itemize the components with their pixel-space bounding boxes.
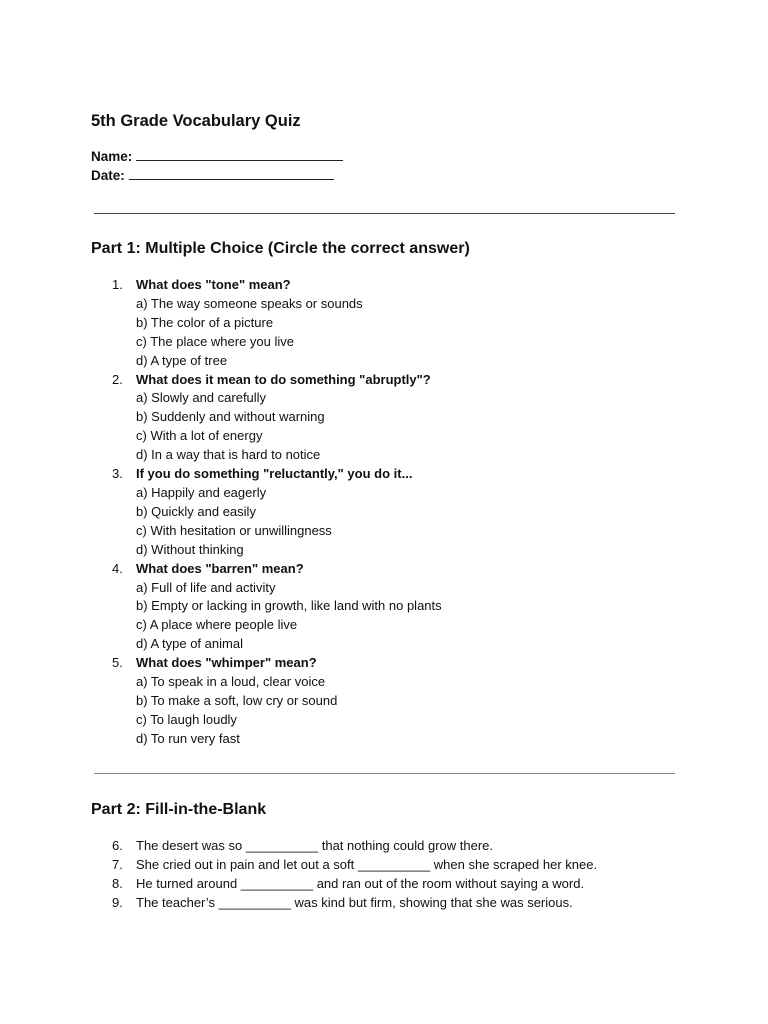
multiple-choice-list	[91, 276, 442, 749]
question-stem: What does "whimper" mean?	[136, 655, 317, 671]
name-field	[91, 149, 343, 164]
divider-middle	[94, 773, 675, 774]
item-sentence: She cried out in pain and let out a soft __________ when she scraped her knee.	[136, 856, 598, 872]
part1-heading: Part 1: Multiple Choice (Circle the correct answer)	[91, 240, 470, 257]
question-stem: If you do something "reluctantly," you do it...	[136, 466, 413, 482]
question-number: 4.	[112, 560, 123, 576]
date-blank-line	[129, 168, 334, 180]
fill-in-item	[91, 875, 597, 894]
item-sentence: The desert was so __________ that nothing could grow there.	[136, 838, 494, 853]
divider-top	[94, 213, 675, 214]
question-item	[91, 560, 442, 655]
answer-option: c) The place where you live	[136, 333, 295, 349]
answer-option: c) A place where people live	[136, 617, 298, 633]
answer-option: a) Happily and eagerly	[136, 484, 267, 500]
answer-option: b) Empty or lacking in growth, like land with no plants	[136, 598, 442, 614]
item-number: 6.	[112, 838, 123, 853]
date-field	[91, 168, 334, 183]
answer-option: d) A type of tree	[136, 352, 228, 368]
question-stem: What does "tone" mean?	[136, 277, 291, 292]
name-label: Name:	[91, 149, 133, 164]
answer-option: a) Slowly and carefully	[136, 390, 267, 406]
answer-option: d) Without thinking	[136, 541, 244, 557]
fill-in-item	[91, 894, 597, 913]
question-item	[91, 276, 442, 371]
fill-in-item	[91, 856, 597, 875]
question-number: 5.	[112, 655, 123, 671]
name-blank-line	[136, 149, 343, 161]
question-number: 1.	[112, 277, 123, 292]
date-label: Date:	[91, 168, 125, 183]
answer-option: a) Full of life and activity	[136, 579, 276, 595]
answer-option: b) Quickly and easily	[136, 503, 256, 519]
fill-in-blank-list	[91, 837, 597, 913]
answer-option: d) To run very fast	[136, 730, 240, 746]
fill-in-item	[91, 837, 597, 856]
question-stem: What does it mean to do something "abruptly"?	[136, 371, 431, 387]
answer-option: b) The color of a picture	[136, 314, 274, 330]
answer-option: c) With a lot of energy	[136, 428, 263, 444]
answer-option: d) A type of animal	[136, 636, 243, 652]
question-number: 2.	[112, 371, 123, 387]
answer-option: d) In a way that is hard to notice	[136, 447, 321, 463]
answer-option: a) To speak in a loud, clear voice	[136, 674, 326, 690]
question-number: 3.	[112, 466, 123, 482]
item-number: 7.	[112, 856, 123, 872]
answer-option: c) With hesitation or unwillingness	[136, 522, 332, 538]
answer-option: b) Suddenly and without warning	[136, 409, 325, 425]
question-stem: What does "barren" mean?	[136, 560, 304, 576]
item-sentence: He turned around __________ and ran out of the room without saying a word.	[136, 875, 585, 891]
part2-heading: Part 2: Fill-in-the-Blank	[91, 801, 267, 818]
item-sentence: The teacher’s __________ was kind but firm, showing that she was serious.	[136, 894, 573, 910]
answer-option: a) The way someone speaks or sounds	[136, 295, 363, 311]
question-item	[91, 654, 442, 749]
question-item	[91, 465, 442, 560]
question-item	[91, 371, 442, 466]
item-number: 8.	[112, 875, 123, 891]
answer-option: b) To make a soft, low cry or sound	[136, 692, 338, 708]
answer-option: c) To laugh loudly	[136, 711, 237, 727]
item-number: 9.	[112, 894, 123, 910]
quiz-title: 5th Grade Vocabulary Quiz	[91, 112, 301, 130]
